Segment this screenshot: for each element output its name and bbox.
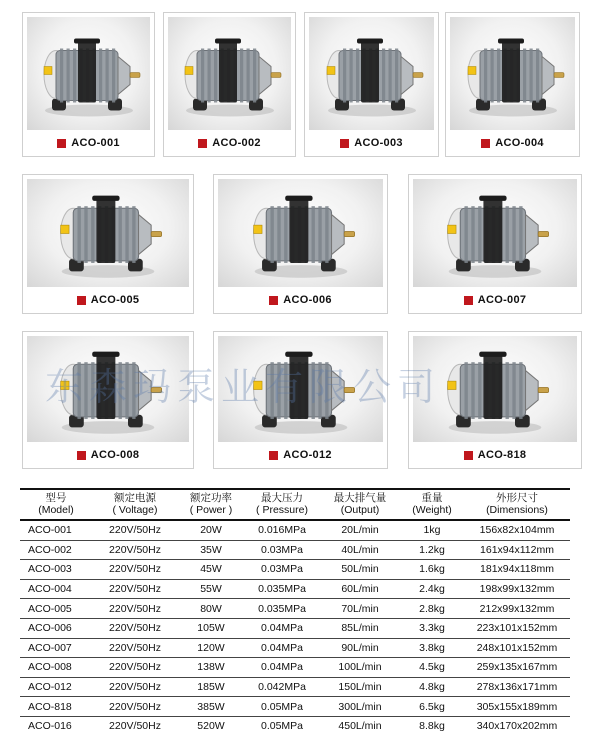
column-header [92, 489, 178, 520]
column-header-zh: 外形尺寸 [496, 492, 538, 504]
table-cell: 0.03MPa [244, 560, 320, 580]
column-header-en: ( Pressure) [256, 504, 308, 516]
table-row [20, 658, 570, 678]
product-code: ACO-006 [283, 294, 332, 306]
red-square-icon [198, 139, 207, 148]
table-cell: 35W [178, 540, 244, 560]
table-cell: 0.04MPa [244, 618, 320, 638]
table-cell: ACO-012 [20, 677, 92, 697]
watermark: 东森玛泵业有限公司 [45, 365, 442, 409]
table-cell: 55W [178, 579, 244, 599]
table-cell: 138W [178, 658, 244, 678]
table-cell: ACO-005 [20, 599, 92, 619]
product-card-aco-004 [445, 12, 580, 157]
table-cell: ACO-002 [20, 540, 92, 560]
table-cell: 198x99x132mm [464, 579, 570, 599]
table-row [20, 618, 570, 638]
pump-photo [27, 17, 150, 130]
table-cell: 50L/min [320, 560, 400, 580]
table-cell: 40L/min [320, 540, 400, 560]
table-cell: 385W [178, 697, 244, 717]
column-header-zh: 型号 [45, 492, 67, 504]
table-cell: 150L/min [320, 677, 400, 697]
table-cell: 450L/min [338, 720, 382, 733]
product-card-aco-001 [22, 12, 155, 157]
product-card-aco-008 [22, 331, 194, 469]
pump-photo [413, 179, 577, 287]
pump-photo [450, 17, 575, 130]
table-cell: ACO-008 [20, 658, 92, 678]
product-card-aco-012 [213, 331, 388, 469]
table-cell: 220V/50Hz [92, 579, 178, 599]
red-square-icon [269, 451, 278, 460]
product-code: ACO-003 [354, 137, 403, 149]
table-cell: 4.5kg [400, 658, 464, 678]
red-square-icon [77, 451, 86, 460]
red-square-icon [77, 296, 86, 305]
product-code: ACO-008 [90, 449, 140, 461]
table-cell: 161x94x112mm [464, 540, 570, 560]
table-cell: 8.8kg [419, 720, 445, 733]
table-cell: ACO-016 [28, 720, 72, 733]
pump-photo [309, 17, 434, 130]
table-cell: 20L/min [320, 520, 400, 540]
product-code: ACO-002 [212, 137, 261, 149]
column-header [20, 489, 92, 520]
table-cell: 0.042MPa [244, 677, 320, 697]
air-pump-icon [430, 183, 560, 283]
air-pump-icon [317, 26, 427, 121]
table-row [20, 638, 570, 658]
spec-table-body [20, 520, 570, 736]
column-header-zh: 重量 [421, 492, 443, 504]
table-cell: 1.2kg [400, 540, 464, 560]
table-cell: 1kg [400, 520, 464, 540]
pump-photo [27, 179, 189, 287]
table-cell: ACO-007 [20, 638, 92, 658]
table-cell: 0.05MPa [260, 720, 304, 733]
table-cell: 0.04MPa [244, 638, 320, 658]
product-card-aco-003 [304, 12, 439, 157]
column-header-en: ( Voltage) [112, 504, 158, 516]
table-cell: 90L/min [320, 638, 400, 658]
table-row [20, 677, 570, 697]
table-cell: 0.05MPa [244, 697, 320, 717]
table-row [20, 697, 570, 717]
table-cell: 305x155x189mm [464, 697, 570, 717]
table-cell: 223x101x152mm [464, 618, 570, 638]
product-code: ACO-012 [283, 449, 332, 461]
table-cell: 0.016MPa [244, 520, 320, 540]
air-pump-icon [34, 26, 144, 121]
pump-photo [168, 17, 291, 130]
table-cell: 220V/50Hz [92, 618, 178, 638]
table-cell: 181x94x118mm [464, 560, 570, 580]
table-cell: 0.035MPa [244, 579, 320, 599]
table-cell: ACO-004 [20, 579, 92, 599]
table-cell: 220V/50Hz [92, 520, 178, 540]
table-cell: 60L/min [320, 579, 400, 599]
column-header-zh: 额定电源 [114, 492, 156, 504]
table-cell: 220V/50Hz [92, 540, 178, 560]
product-card-aco-818 [408, 331, 582, 469]
product-code: ACO-005 [90, 294, 140, 306]
table-cell: 45W [178, 560, 244, 580]
red-square-icon [464, 451, 473, 460]
table-cell: 4.8kg [400, 677, 464, 697]
table-cell: ACO-003 [20, 560, 92, 580]
column-header-zh: 最大压力 [261, 492, 303, 504]
column-header-en: (Weight) [412, 504, 452, 516]
column-header-en: ( Power ) [189, 504, 233, 516]
column-header [178, 489, 244, 520]
table-cell: 120W [178, 638, 244, 658]
product-card-aco-002 [163, 12, 296, 157]
table-cell: 300L/min [320, 697, 400, 717]
table-cell: 20W [178, 520, 244, 540]
table-cell: 1.6kg [400, 560, 464, 580]
table-cell: 2.8kg [400, 599, 464, 619]
column-header-zh: 最大排气量 [333, 492, 387, 504]
table-cell: 212x99x132mm [464, 599, 570, 619]
air-pump-icon [41, 339, 176, 439]
column-header-en: (Dimensions) [486, 504, 548, 516]
product-card-aco-007 [408, 174, 582, 314]
table-cell: 3.8kg [400, 638, 464, 658]
column-header [244, 489, 320, 520]
table-cell: 220V/50Hz [92, 697, 178, 717]
table-row [20, 540, 570, 560]
product-code: ACO-818 [477, 449, 527, 461]
table-cell: 3.3kg [400, 618, 464, 638]
product-code: ACO-004 [495, 137, 544, 149]
table-cell: 100L/min [320, 658, 400, 678]
column-header-en: (Output) [340, 504, 380, 516]
table-row [20, 560, 570, 580]
air-pump-icon [428, 339, 563, 439]
table-cell: 70L/min [320, 599, 400, 619]
table-cell: 105W [178, 618, 244, 638]
table-row [20, 599, 570, 619]
table-cell: 259x135x167mm [464, 658, 570, 678]
red-square-icon [464, 296, 473, 305]
table-cell: 248x101x152mm [464, 638, 570, 658]
table-cell: ACO-006 [20, 618, 92, 638]
column-header [320, 489, 400, 520]
spec-table [20, 488, 570, 736]
product-code: ACO-007 [477, 294, 527, 306]
table-cell: 278x136x171mm [464, 677, 570, 697]
table-cell: 220V/50Hz [109, 720, 161, 733]
pump-photo [218, 336, 383, 442]
table-cell: ACO-818 [20, 697, 92, 717]
product-card-aco-005 [22, 174, 194, 314]
pump-photo [27, 336, 189, 442]
table-row [20, 716, 570, 735]
column-header [400, 489, 464, 520]
table-cell: 6.5kg [400, 697, 464, 717]
product-code: ACO-001 [71, 137, 120, 149]
table-cell: 220V/50Hz [92, 599, 178, 619]
red-square-icon [269, 296, 278, 305]
table-cell: 220V/50Hz [92, 638, 178, 658]
product-card-aco-006 [213, 174, 388, 314]
column-header-zh: 额定功率 [190, 492, 232, 504]
red-square-icon [57, 139, 66, 148]
table-row [20, 579, 570, 599]
table-cell: 156x82x104mm [464, 520, 570, 540]
table-row [20, 520, 570, 540]
table-cell: 185W [178, 677, 244, 697]
table-cell: 220V/50Hz [92, 658, 178, 678]
table-cell: ACO-001 [20, 520, 92, 540]
air-pump-icon [458, 26, 568, 121]
table-cell: 2.4kg [400, 579, 464, 599]
column-header [464, 489, 570, 520]
table-cell: 0.04MPa [244, 658, 320, 678]
table-cell: 220V/50Hz [92, 560, 178, 580]
red-square-icon [481, 139, 490, 148]
table-cell: 0.035MPa [244, 599, 320, 619]
spec-table-header [20, 489, 570, 520]
table-cell: 520W [197, 720, 225, 733]
column-header-en: (Model) [38, 504, 74, 516]
table-cell: 340x170x202mm [476, 720, 558, 733]
table-cell: 0.03MPa [244, 540, 320, 560]
red-square-icon [340, 139, 349, 148]
pump-photo [413, 336, 577, 442]
air-pump-icon [236, 183, 366, 283]
table-cell: 85L/min [320, 618, 400, 638]
air-pump-icon [175, 26, 285, 121]
table-cell: 80W [178, 599, 244, 619]
pump-photo [218, 179, 383, 287]
air-pump-icon [233, 339, 368, 439]
air-pump-icon [43, 183, 173, 283]
table-cell: 220V/50Hz [92, 677, 178, 697]
